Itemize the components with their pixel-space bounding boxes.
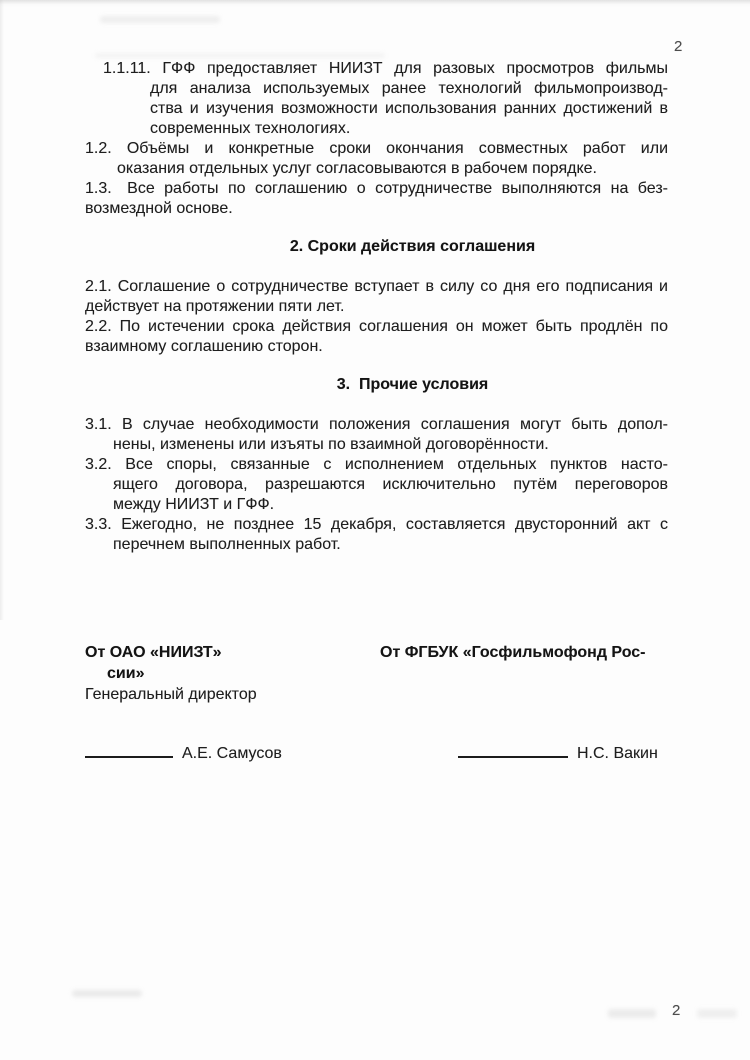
scan-smudge <box>100 16 220 23</box>
text-line: действует на протяжении пяти лет. <box>85 298 345 315</box>
signature-underline <box>458 741 568 758</box>
scan-smudge <box>72 990 142 997</box>
signature-underline <box>85 741 173 758</box>
clause-number: 1.3. <box>85 180 112 197</box>
clause-number: 3.3. <box>85 516 112 533</box>
clause-text: Ежегодно, не позднее 15 декабря, составляется двусторонний акт с <box>121 516 668 533</box>
clause-text: По истечении срока действия соглашения он может быть продлён по <box>119 318 668 335</box>
signature-block <box>85 642 668 763</box>
text-line: ящего договора, разрешаются исключительно путём переговоров <box>113 476 668 493</box>
text-line: перечнем выполненных работ. <box>113 536 341 553</box>
signatory-left-org: От ОАО «НИИЗТ» <box>85 644 222 661</box>
scan-smudge <box>608 1009 656 1018</box>
text-line: между НИИЗТ и ГФФ. <box>113 496 275 513</box>
clause-text: Все работы по соглашению о сотрудничестве выполняются на без- <box>127 180 668 197</box>
clause-3-3 <box>85 515 668 555</box>
document-body <box>85 59 668 763</box>
text-line <box>85 515 668 535</box>
text-line: оказания отдельных услуг согласовываются в рабочем порядке. <box>117 160 597 177</box>
text-line <box>103 59 668 79</box>
signatory-org-wrap-fragment: сии» <box>107 665 145 682</box>
text-line: ства и изучения возможности использования ранних достижений в <box>150 100 668 117</box>
clause-1-3 <box>85 179 668 219</box>
text-line: возмездной основе. <box>85 200 233 217</box>
page-number-top: 2 <box>674 38 683 55</box>
scan-artifact-left-edge <box>0 0 4 620</box>
signatory-left-title: Генеральный директор <box>85 686 257 703</box>
clause-2-1 <box>85 277 668 317</box>
signature-lines-row <box>85 741 668 763</box>
clause-text: Соглашение о сотрудничестве вступает в силу со дня его подписания и <box>117 278 668 295</box>
section-heading-2: 2. Сроки действия соглашения <box>289 238 536 255</box>
text-line <box>85 139 669 159</box>
text-line <box>85 179 668 199</box>
text-line <box>85 317 668 337</box>
scan-smudge <box>697 1009 737 1018</box>
signature-right <box>458 741 658 764</box>
signature-left <box>85 741 282 764</box>
text-line: для анализа используемых ранее технологий фильмопроизвод- <box>150 80 668 97</box>
clause-1-1-11 <box>85 59 668 139</box>
clause-number: 2.1. <box>85 278 112 295</box>
clause-text: В случае необходимости положения соглашения могут быть допол- <box>121 416 669 433</box>
scan-smudge <box>95 53 385 58</box>
page-number-bottom: 2 <box>672 1002 681 1019</box>
clause-text: ГФФ предоставляет НИИЗТ для разовых просмотров фильмы <box>162 60 668 77</box>
text-line: современных технологиях. <box>150 120 351 137</box>
clause-text: Объёмы и конкретные сроки окончания совместных работ или <box>126 140 669 157</box>
signatory-left-name: А.Е. Самусов <box>182 745 282 762</box>
clause-2-2 <box>85 317 668 357</box>
clause-number: 3.2. <box>85 456 112 473</box>
scan-artifact-top-edge <box>0 0 750 7</box>
signatory-right-org: От ФГБУК «Госфильмофонд Рос- <box>380 644 646 661</box>
text-line <box>85 455 668 475</box>
text-line <box>85 415 669 435</box>
clause-3-1 <box>85 415 668 455</box>
signatory-right-name: Н.С. Вакин <box>577 745 658 762</box>
clause-number: 1.2. <box>85 140 112 157</box>
clause-text: Все споры, связанные с исполнением отдельных пунктов насто- <box>125 456 668 473</box>
clause-number: 3.1. <box>85 416 112 433</box>
clause-3-2 <box>85 455 668 515</box>
section-heading-3: 3. Прочие условия <box>336 376 489 393</box>
clause-1-2 <box>85 139 668 179</box>
clause-number: 2.2. <box>85 318 112 335</box>
text-line <box>85 277 668 297</box>
clause-number: 1.1.11. <box>103 60 151 77</box>
text-line: нены, изменены или изъяты по взаимной договорённости. <box>113 436 549 453</box>
text-line: взаимному соглашению сторон. <box>85 338 323 355</box>
